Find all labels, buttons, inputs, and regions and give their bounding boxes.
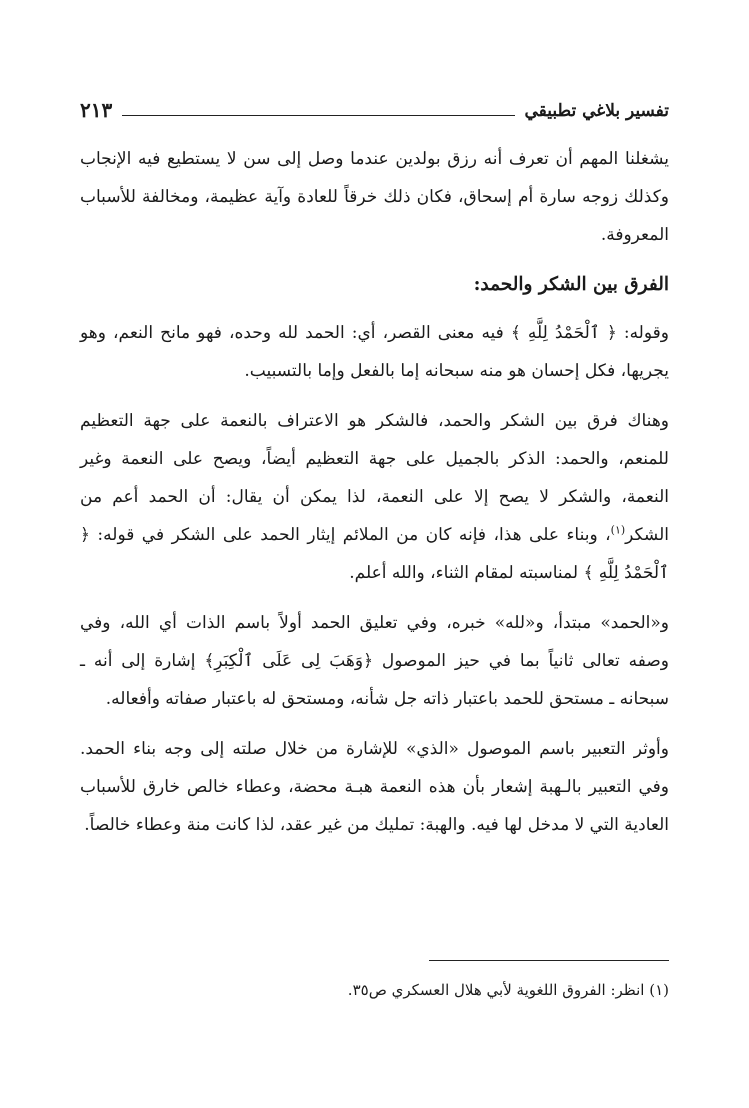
- footnote-rule: [429, 960, 669, 961]
- header-rule: [122, 115, 514, 116]
- footnote: (١) انظر: الفروق اللغوية لأبي هلال العسكري ص٣٥.: [347, 981, 669, 999]
- paragraph-3: [80, 402, 669, 592]
- paragraph-4: و«الحمد» مبتدأ، و«لله» خبره، وفي تعليق الحمد أولاً باسم الذات أي الله، وفي وصفه تعالى ثانياً بما في حيز الموصول ﴿وَهَبَ لِى عَلَى ٱلْكِبَرِ﴾ إشارة إلى أنه ـ سبحانه ـ مستحق للحمد باعتبار ذاته جل شأنه، ومستحق له باعتبار صفاته وأفعاله.: [80, 613, 669, 709]
- body-text: [80, 140, 669, 856]
- paragraph-3-text-a: وهناك فرق بين الشكر والحمد، فالشكر هو الاعتراف بالنعمة على جهة التعظيم للمنعم، والحمد: الذكر بالجميل على جهة التعظيم أيضاً، ويصح على النعمة وغير النعمة، والشكر لا يصح إلا على النعمة، لذا يمكن أن يقال: أن الحمد أعم من الشكر: [80, 411, 669, 545]
- paragraph-1: يشغلنا المهم أن تعرف أنه رزق بولدين عندما وصل إلى سن لا يستطيع فيه الإنجاب وكذلك زوجه سارة أم إسحاق، فكان ذلك خرقاً للعادة وآية عظيمة، ومخالفة للأسباب المعروفة.: [80, 149, 669, 245]
- running-header: [80, 86, 669, 120]
- paragraph-3-text-b: ، وبناء على هذا، فإنه كان من الملائم إيثار الحمد على الشكر في قوله: ﴿ ٱلْحَمْدُ لِلَّهِ ﴾ لمناسبته لمقام الثناء، والله أعلم.: [80, 525, 669, 583]
- page-number: ٢١٣: [80, 98, 113, 122]
- paragraph-5: وأوثر التعبير باسم الموصول «الذي» للإشارة من خلال صلته إلى وجه بناء الحمد. وفي التعبير بالـهبة إشعار بأن هذه النعمة هبـة محضة، وعطاء خالص خارق للأسباب العادية التي لا مدخل لها فيه. والهبة: تمليك من غير عقد، لذا كانت منة وعطاء خالصاً.: [80, 739, 669, 835]
- running-title: تفسير بلاغي تطبيقي: [524, 101, 669, 121]
- footnote-reference[interactable]: (١): [610, 523, 626, 537]
- section-heading: الفرق بين الشكر والحمد:: [473, 274, 669, 295]
- paragraph-2: وقوله: ﴿ ٱلْحَمْدُ لِلَّهِ ﴾ فيه معنى القصر، أي: الحمد لله وحده، فهو مانح النعم، وهو يجريها، فكل إحسان هو منه سبحانه إما بالفعل وإما بالتسبيب.: [80, 323, 669, 381]
